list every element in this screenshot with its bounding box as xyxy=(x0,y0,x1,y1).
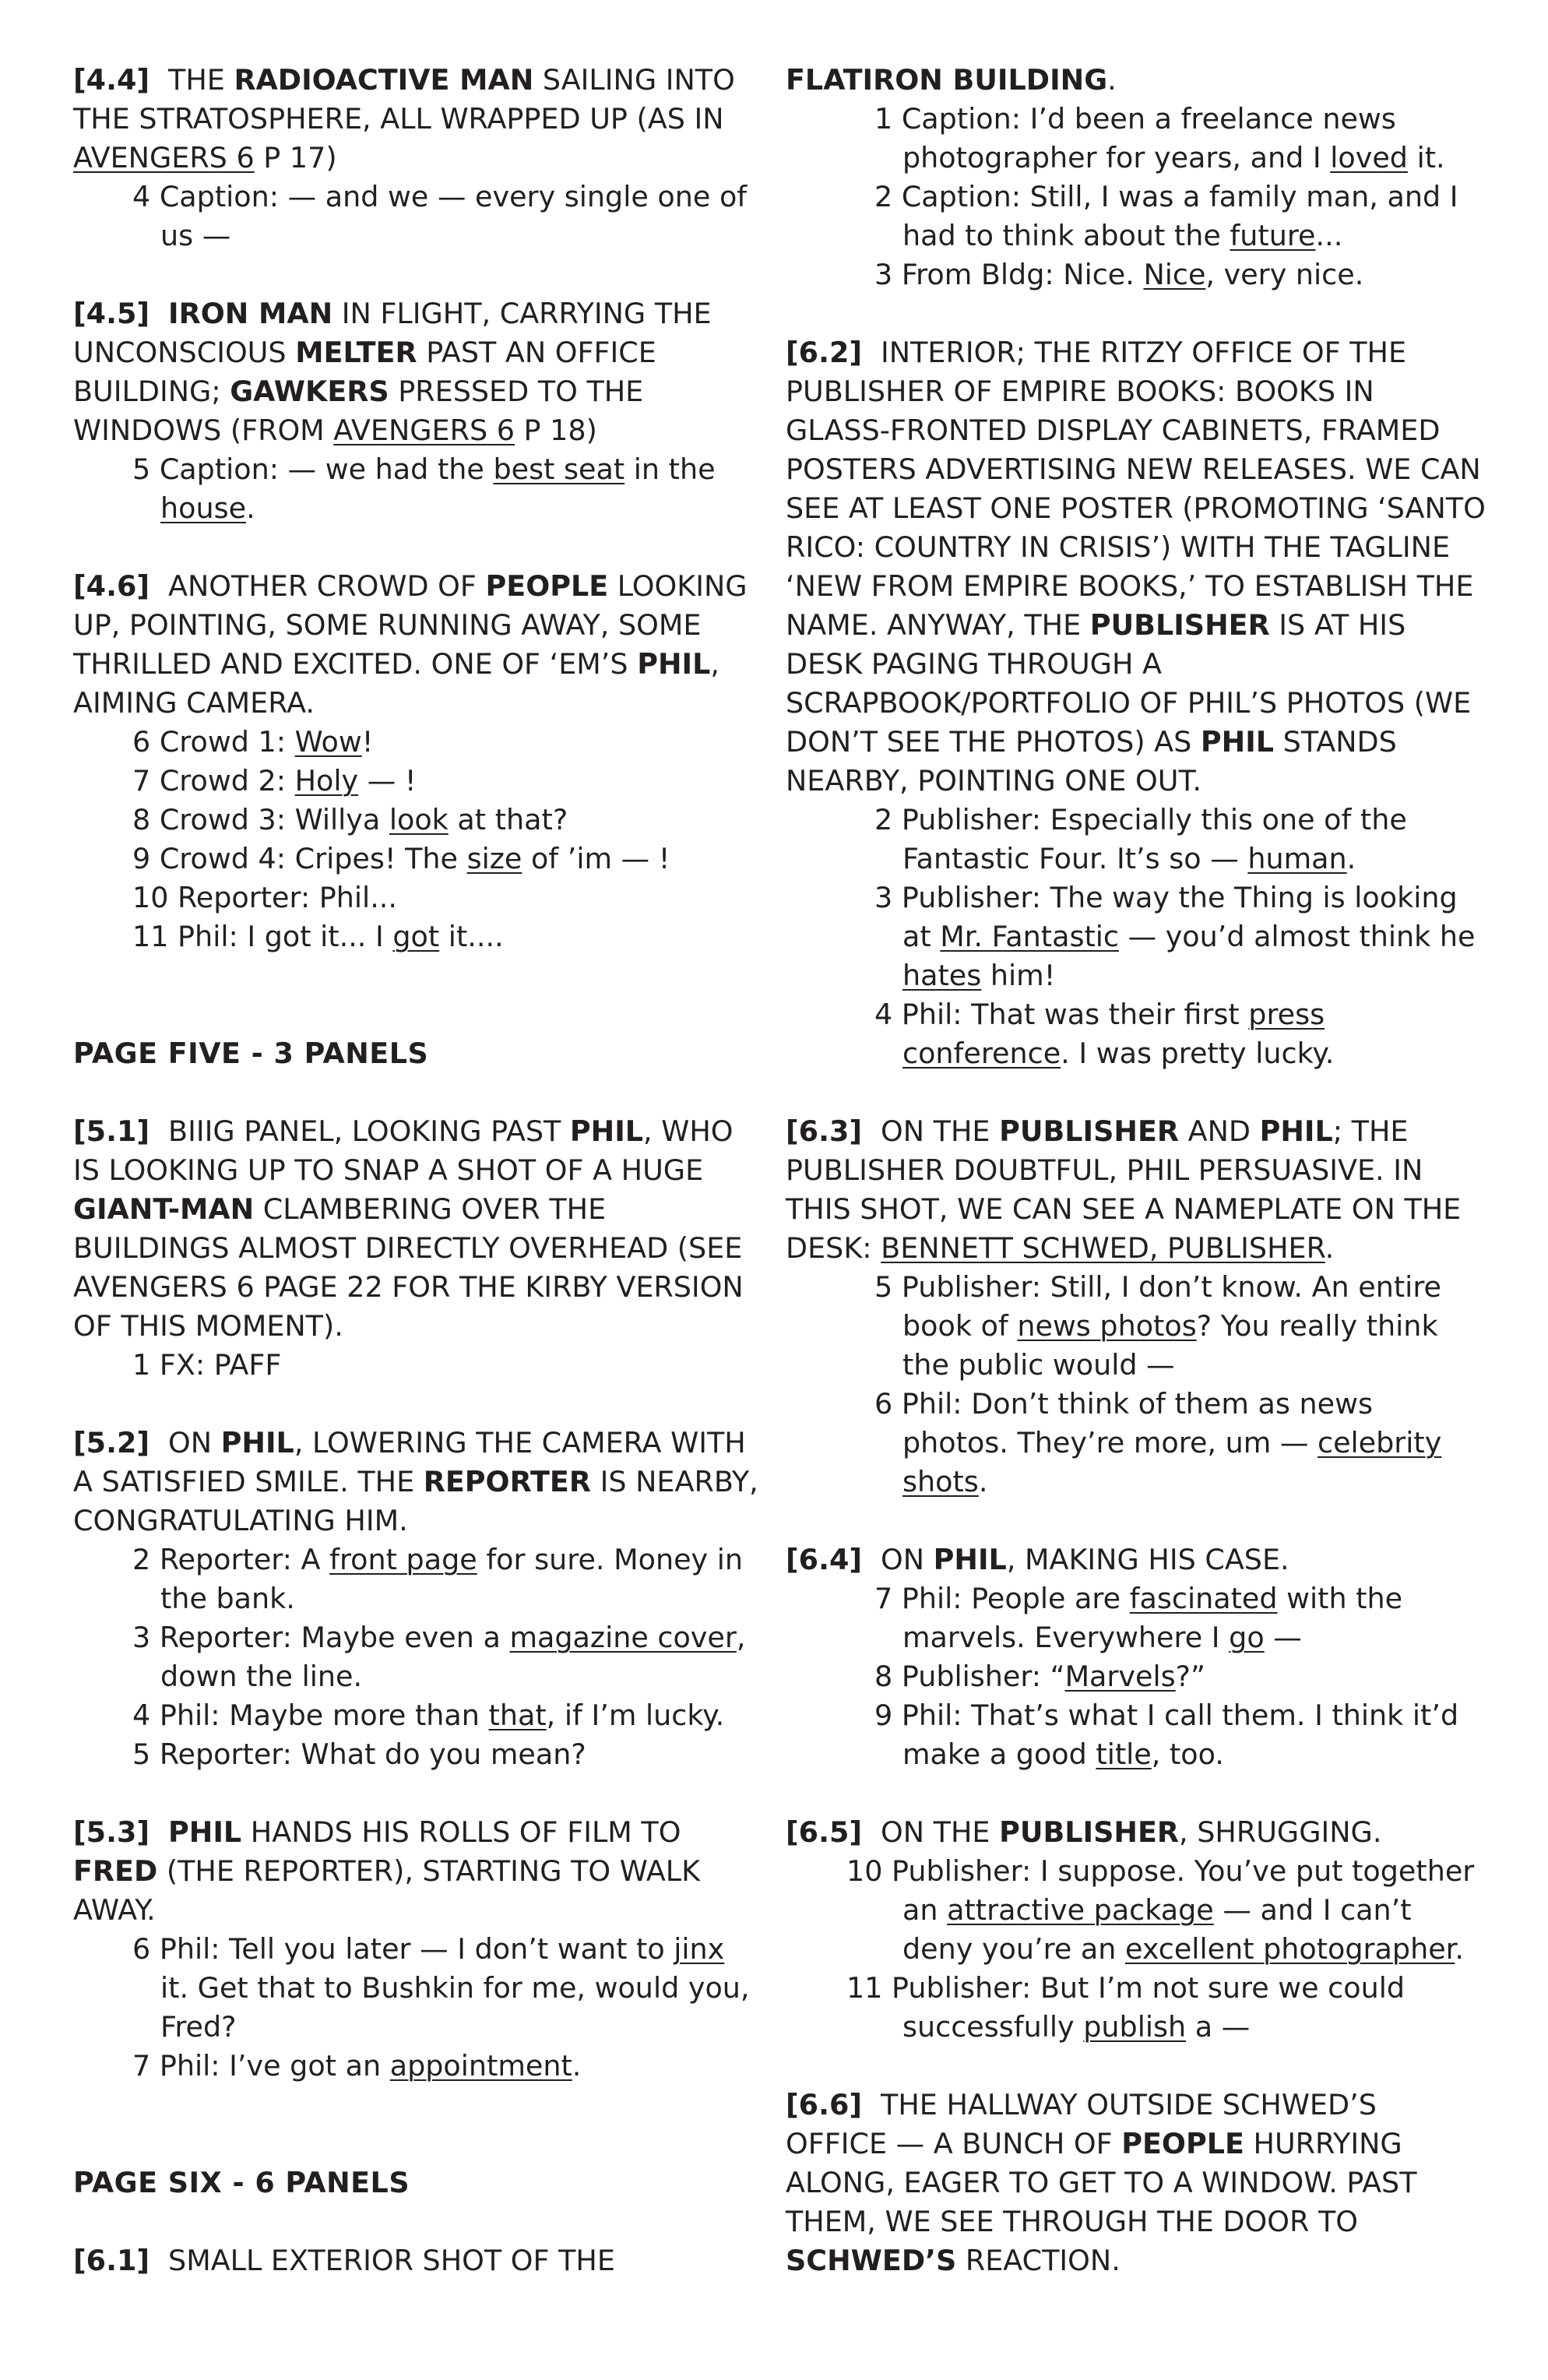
panel-number: [6.1] xyxy=(73,2244,150,2277)
text-run: ! xyxy=(361,725,374,759)
panel-description xyxy=(73,1424,758,1540)
underlined-run: house xyxy=(160,491,247,525)
text-run: 1 Caption: I’d been a freelance news photographer for years, and I xyxy=(874,102,1396,174)
dialogue-line xyxy=(786,1696,1486,1774)
underlined-run: best seat xyxy=(493,452,625,486)
text-run: ON THE xyxy=(881,1114,1000,1148)
bold-run: PUBLISHER xyxy=(1089,608,1270,642)
dialogue-line xyxy=(73,1735,758,1774)
text-run: 5 Reporter: What do you mean? xyxy=(132,1737,586,1771)
bold-run: PHIL xyxy=(1259,1114,1333,1148)
underlined-run: Holy xyxy=(294,764,359,797)
bold-run: PUBLISHER xyxy=(999,1815,1180,1849)
text-run: , SHRUGGING. xyxy=(1179,1815,1382,1849)
text-run: HANDS HIS ROLLS OF FILM TO xyxy=(241,1815,681,1849)
text-run: REACTION. xyxy=(956,2244,1121,2277)
underlined-run: size xyxy=(466,842,522,875)
text-run: THE HALLWAY OUTSIDE SCHWED’S OFFICE — A BUNCH OF xyxy=(786,2088,1377,2160)
text-run: ANOTHER CROWD OF xyxy=(168,569,486,603)
dialogue-line xyxy=(786,255,1486,294)
text-run: PAST AN OFFICE BUILDING; xyxy=(73,336,656,408)
bold-run: GAWKERS xyxy=(230,375,389,408)
text-run: 4 Caption: — and we — every single one of us — xyxy=(132,180,748,252)
text-run: 7 Phil: I’ve got an xyxy=(132,2049,390,2082)
panel-description xyxy=(73,2241,758,2280)
dialogue-line xyxy=(73,1618,758,1696)
panel-description xyxy=(73,1112,758,1346)
bold-run: MELTER xyxy=(295,336,417,369)
bold-run: PHIL xyxy=(933,1543,1007,1576)
text-run: 2 Publisher: Especially this one of the Fantastic Four. It’s so — xyxy=(874,803,1407,875)
bold-run: PEOPLE xyxy=(1121,2127,1244,2160)
dialogue-line xyxy=(73,1346,758,1385)
text-run: ?” xyxy=(1175,1660,1205,1693)
text-run: ? You really think the public would — xyxy=(902,1309,1438,1382)
panel-number: [5.2] xyxy=(73,1426,150,1459)
dialogue-line xyxy=(786,1852,1486,1969)
text-run: . xyxy=(1107,63,1117,97)
text-run: ; THE PUBLISHER DOUBTFUL, PHIL PERSUASIVE. IN THIS SHOT, WE CAN SEE A NAMEPLATE ON THE DESK: xyxy=(786,1114,1462,1265)
text-run: LOOKING UP, POINTING, SOME RUNNING AWAY, SOME THRILLED AND EXCITED. ONE OF ‘EM’S xyxy=(73,569,748,681)
text-run: a — xyxy=(1186,2010,1251,2044)
panel-block xyxy=(73,61,758,255)
panel-description xyxy=(73,294,758,450)
underlined-run: jinx xyxy=(674,1932,725,1966)
text-run: 9 Phil: That’s what I call them. I think it’d make a good xyxy=(874,1699,1459,1771)
text-run: , if I’m lucky. xyxy=(546,1699,725,1732)
text-run: IS AT HIS DESK PAGING THROUGH A SCRAPBOOK/PORTFOLIO OF PHIL’S PHOTOS (WE DON’T SEE THE PHOTOS) AS xyxy=(786,608,1472,759)
text-run: . xyxy=(572,2049,582,2082)
dialogue-line xyxy=(73,723,758,762)
text-run: 2 Reporter: A xyxy=(132,1543,330,1576)
panel-description xyxy=(786,1540,1486,1579)
text-run: — ! xyxy=(358,764,417,797)
underlined-run: AVENGERS 6 xyxy=(73,141,255,174)
text-run: 6 Phil: Don’t think of them as news photos. They’re more, um — xyxy=(874,1387,1373,1459)
dialogue-line xyxy=(73,1930,758,2047)
dialogue-line xyxy=(73,917,758,956)
text-run: CLAMBERING OVER THE BUILDINGS ALMOST DIRECTLY OVERHEAD (SEE AVENGERS 6 PAGE 22 FOR THE KIRBY VERSION OF THIS MOMENT). xyxy=(73,1192,744,1343)
underlined-run: appointment xyxy=(389,2049,572,2082)
text-run: , too. xyxy=(1151,1737,1224,1771)
panel-number: [6.6] xyxy=(786,2088,863,2121)
panel-number: [6.4] xyxy=(786,1543,863,1576)
dialogue-line xyxy=(786,1579,1486,1657)
bold-run: PHIL xyxy=(1200,725,1275,759)
bold-run: PHIL xyxy=(569,1114,644,1148)
dialogue-line xyxy=(73,178,758,255)
underlined-run: news photos xyxy=(1017,1309,1197,1343)
text-run: ... xyxy=(1315,219,1343,252)
underlined-run: Marvels xyxy=(1064,1660,1176,1693)
bold-run: PHIL xyxy=(220,1426,294,1459)
panel-block xyxy=(73,1112,758,1385)
text-run: THE xyxy=(168,63,234,97)
panel-description xyxy=(786,2086,1486,2280)
dialogue-line xyxy=(73,2047,758,2086)
text-run: 10 Publisher: I suppose. You’ve put together an xyxy=(846,1854,1475,1927)
text-run: HURRYING ALONG, EAGER TO GET TO A WINDOW. PAST THEM, WE SEE THROUGH THE DOOR TO xyxy=(786,2127,1417,2238)
underlined-run: fascinated xyxy=(1129,1582,1278,1615)
page-heading: PAGE SIX - 6 PANELS xyxy=(73,2166,410,2199)
panel-block xyxy=(786,1813,1486,2047)
text-run: , MAKING HIS CASE. xyxy=(1006,1543,1289,1576)
dialogue-line xyxy=(73,1540,758,1618)
panel-block xyxy=(786,333,1486,1073)
underlined-run: title xyxy=(1096,1737,1152,1771)
panel-number: [4.5] xyxy=(73,297,150,330)
dialogue-line xyxy=(73,878,758,917)
underlined-run: publish xyxy=(1083,2010,1187,2044)
panel-block xyxy=(73,294,758,528)
underlined-run: future xyxy=(1230,219,1316,252)
text-run: , very nice. xyxy=(1205,258,1364,291)
text-run: 6 Crowd 1: xyxy=(132,725,295,759)
text-run: 8 Publisher: “ xyxy=(874,1660,1065,1693)
underlined-run: attractive package xyxy=(947,1893,1214,1927)
underlined-run: AVENGERS 6 xyxy=(333,414,515,447)
text-run: at that? xyxy=(448,803,568,836)
text-run: IS NEARBY, CONGRATULATING HIM. xyxy=(73,1465,758,1537)
panel-number: [5.3] xyxy=(73,1815,150,1849)
panel-block xyxy=(73,1424,758,1774)
panel-description xyxy=(786,1112,1486,1268)
text-run: — you’d almost think he xyxy=(1119,920,1476,953)
text-run: , LOWERING THE CAMERA WITH A SATISFIED SMILE. THE xyxy=(73,1426,746,1498)
dialogue-line xyxy=(786,801,1486,878)
dialogue-line xyxy=(786,1657,1486,1696)
dialogue-line xyxy=(786,1385,1486,1502)
text-run: ON xyxy=(881,1543,934,1576)
text-run: — xyxy=(1264,1621,1302,1654)
text-run: him! xyxy=(981,959,1056,992)
text-run: 11 Phil: I got it... I xyxy=(132,920,393,953)
text-run: , down the line. xyxy=(160,1621,746,1693)
panel-block xyxy=(73,567,758,956)
dialogue-line xyxy=(73,450,758,528)
text-run: 3 Publisher: The way the Thing is looking at xyxy=(874,881,1458,953)
text-run: 7 Phil: People are xyxy=(874,1582,1130,1615)
text-run: 11 Publisher: But I’m not sure we could successfully xyxy=(846,1971,1406,2044)
text-run: it. xyxy=(1407,141,1445,174)
text-run: INTERIOR; THE RITZY OFFICE OF THE PUBLISHER OF EMPIRE BOOKS: BOOKS IN GLASS-FRONTED DISPLAY CABINETS, FRAMED POSTERS ADVERTISING NEW RELEASES. WE CAN SEE AT LEAST ONE POSTER (PROMOTING ‘SANTO RICO: COUNTRY IN CRISIS’) WITH THE TAGLINE ‘NEW FROM EMPIRE BOOKS,’ TO ESTABLISH THE NAME. ANYWAY, THE xyxy=(786,336,1486,642)
panel-description xyxy=(786,333,1486,801)
text-run: 8 Crowd 3: Willya xyxy=(132,803,389,836)
bold-run: FLATIRON BUILDING xyxy=(786,63,1108,97)
panel-block xyxy=(786,1540,1486,1774)
bold-run: PUBLISHER xyxy=(999,1114,1180,1148)
bold-run: PHIL xyxy=(168,1815,242,1849)
dialogue-line xyxy=(73,1696,758,1735)
underlined-run: loved xyxy=(1330,141,1408,174)
text-run: 3 Reporter: Maybe even a xyxy=(132,1621,510,1654)
text-run: SAILING INTO THE STRATOSPHERE, ALL WRAPPED UP (AS IN xyxy=(73,63,735,136)
panel-number: [4.6] xyxy=(73,569,150,603)
underlined-run: human xyxy=(1247,842,1347,875)
panel-block xyxy=(73,2241,758,2280)
bold-run: FRED xyxy=(73,1854,158,1888)
underlined-run: got xyxy=(392,920,440,953)
bold-run: REPORTER xyxy=(423,1465,591,1498)
underlined-run: look xyxy=(389,803,449,836)
dialogue-line xyxy=(786,995,1486,1073)
text-run: . xyxy=(1455,1932,1464,1966)
text-run: in the xyxy=(624,452,716,486)
bold-run: RADIOACTIVE MAN xyxy=(234,63,534,97)
panel-block xyxy=(786,61,1486,294)
underlined-run: hates xyxy=(902,959,982,992)
text-run: BIIIG PANEL, LOOKING PAST xyxy=(168,1114,570,1148)
text-run: . I was pretty lucky. xyxy=(1061,1037,1335,1070)
panel-description xyxy=(786,61,1486,100)
text-run: PRESSED TO THE WINDOWS (FROM xyxy=(73,375,644,447)
text-run: P 17) xyxy=(254,141,337,174)
text-run: it.... xyxy=(439,920,504,953)
dialogue-line xyxy=(73,840,758,878)
bold-run: IRON MAN xyxy=(168,297,333,330)
panel-description xyxy=(73,1813,758,1930)
underlined-run: Wow xyxy=(294,725,362,759)
text-run: 3 From Bldg: Nice. xyxy=(874,258,1144,291)
text-run: 9 Crowd 4: Cripes! The xyxy=(132,842,467,875)
right-column xyxy=(786,61,1486,2319)
text-run: 6 Phil: Tell you later — I don’t want to xyxy=(132,1932,674,1966)
text-run: . xyxy=(246,491,255,525)
text-run: 4 Phil: Maybe more than xyxy=(132,1699,489,1732)
text-run: P 18) xyxy=(514,414,597,447)
text-run: (THE REPORTER), STARTING TO WALK AWAY. xyxy=(73,1854,701,1927)
text-run: 5 Caption: — we had the xyxy=(132,452,494,486)
underlined-run: excellent photographer xyxy=(1125,1932,1455,1966)
text-run: AND xyxy=(1179,1114,1260,1148)
text-run: . xyxy=(978,1465,988,1498)
bold-run: GIANT-MAN xyxy=(73,1192,255,1226)
text-run: , AIMING CAMERA. xyxy=(73,647,719,720)
underlined-run: Nice xyxy=(1143,258,1206,291)
text-run: , WHO IS LOOKING UP TO SNAP A SHOT OF A HUGE xyxy=(73,1114,734,1187)
underlined-run: front page xyxy=(329,1543,477,1576)
text-run: 1 FX: PAFF xyxy=(132,1348,282,1382)
text-run: ON THE xyxy=(881,1815,1000,1849)
panel-description xyxy=(73,567,758,723)
panel-block xyxy=(786,1112,1486,1502)
dialogue-line xyxy=(73,801,758,840)
text-run: 4 Phil: That was their first xyxy=(874,998,1249,1031)
text-run: it. Get that to Bushkin for me, would you, Fred? xyxy=(160,1971,750,2044)
bold-run: SCHWED’S xyxy=(786,2244,957,2277)
text-run: 5 Publisher: Still, I don’t know. An entire book of xyxy=(874,1270,1441,1343)
panel-block xyxy=(73,1813,758,2086)
panel-block xyxy=(786,2086,1486,2280)
text-run: 2 Caption: Still, I was a family man, and I had to think about the xyxy=(874,180,1458,252)
bold-run: PEOPLE xyxy=(485,569,609,603)
text-run: for sure. Money in the bank. xyxy=(160,1543,744,1615)
underlined-run: magazine cover xyxy=(509,1621,737,1654)
text-run: SMALL EXTERIOR SHOT OF THE xyxy=(168,2244,615,2277)
text-run: STANDS NEARBY, POINTING ONE OUT. xyxy=(786,725,1397,797)
text-run: of ’im — ! xyxy=(522,842,670,875)
dialogue-line xyxy=(786,1268,1486,1385)
panel-description xyxy=(786,1813,1486,1852)
dialogue-line xyxy=(786,100,1486,178)
dialogue-line xyxy=(786,1969,1486,2047)
dialogue-line xyxy=(73,762,758,801)
left-column xyxy=(73,61,758,2319)
underlined-run: BENNETT SCHWED, PUBLISHER xyxy=(881,1231,1325,1265)
underlined-run: go xyxy=(1229,1621,1265,1654)
panel-number: [4.4] xyxy=(73,63,150,97)
text-run: . xyxy=(1325,1231,1335,1265)
panel-number: [6.3] xyxy=(786,1114,863,1148)
dialogue-line xyxy=(786,878,1486,995)
text-run: 10 Reporter: Phil... xyxy=(132,881,397,914)
text-run: — and I can’t deny you’re an xyxy=(902,1893,1412,1966)
dialogue-line xyxy=(786,178,1486,255)
text-run: with the marvels. Everywhere I xyxy=(902,1582,1403,1654)
text-run: IN FLIGHT, CARRYING THE UNCONSCIOUS xyxy=(73,297,712,369)
panel-number: [6.2] xyxy=(786,336,863,369)
panel-number: [5.1] xyxy=(73,1114,150,1148)
bold-run: PHIL xyxy=(637,647,711,681)
text-run: . xyxy=(1346,842,1356,875)
underlined-run: that xyxy=(488,1699,547,1732)
panel-description xyxy=(73,61,758,178)
text-run: ON xyxy=(168,1426,221,1459)
panel-number: [6.5] xyxy=(786,1815,863,1849)
underlined-run: press conference xyxy=(902,998,1325,1070)
underlined-run: celebrity shots xyxy=(902,1426,1442,1498)
page-heading: PAGE FIVE - 3 PANELS xyxy=(73,1037,429,1070)
text-run: 7 Crowd 2: xyxy=(132,764,295,797)
underlined-run: Mr. Fantastic xyxy=(940,920,1119,953)
